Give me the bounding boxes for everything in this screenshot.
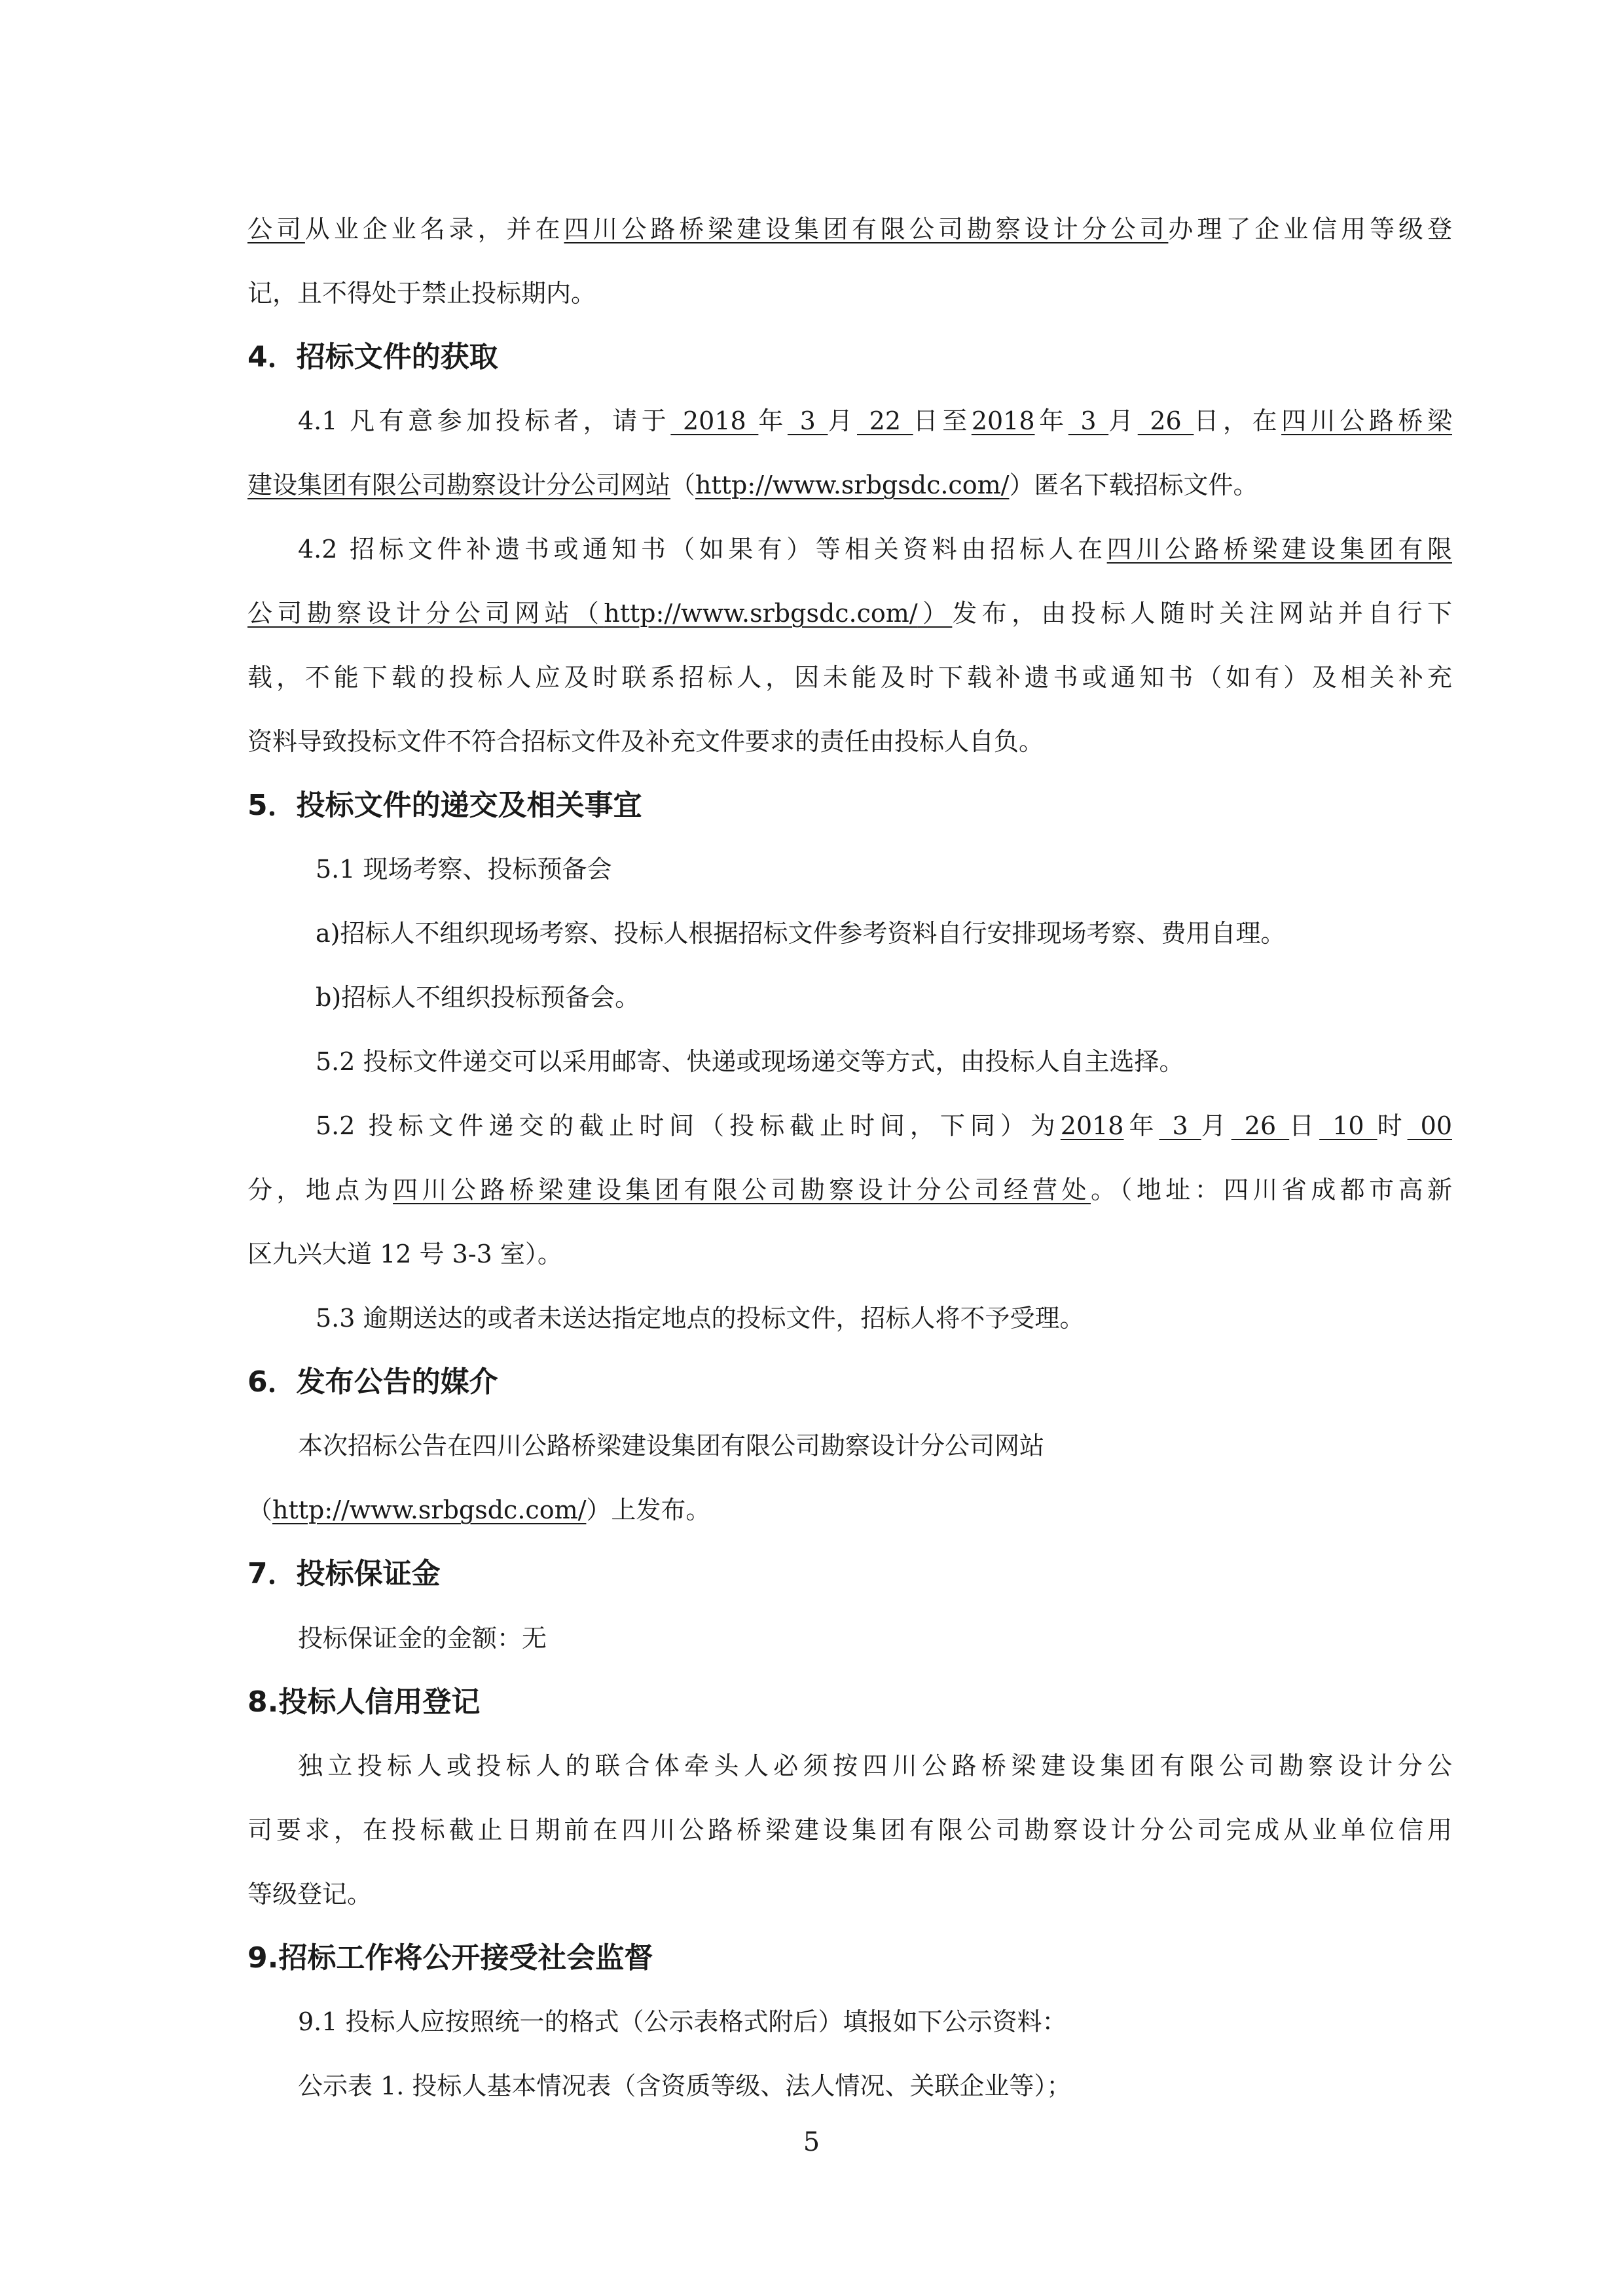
date-month: 3 bbox=[787, 406, 828, 435]
text: 月 bbox=[1108, 406, 1138, 435]
paragraph-line: 公示表 1. 投标人基本情况表（含资质等级、法人情况、关联企业等）； bbox=[298, 2072, 1072, 2100]
organization-name: 四川公路桥梁 bbox=[1281, 406, 1452, 435]
date-day: 22 bbox=[857, 406, 913, 435]
organization-name: 四川公路桥梁建设集团有限公司勘察设计分公司 bbox=[564, 215, 1169, 243]
text-underlined: 公司 bbox=[247, 215, 305, 243]
paragraph-line: 5.2 投标文件递交可以采用邮寄、快递或现场递交等方式，由投标人自主选择。 bbox=[316, 1047, 1184, 1076]
text: （ bbox=[247, 1496, 273, 1524]
organization-name: 四川公路桥梁建设集团有限 bbox=[1106, 535, 1452, 564]
text: 从业企业名录，并在 bbox=[304, 215, 564, 243]
section-heading: 7．投标保证金 bbox=[247, 1557, 441, 1590]
text: 时 bbox=[1377, 1111, 1408, 1140]
paragraph-line: 本次招标公告在四川公路桥梁建设集团有限公司勘察设计分公司网站 bbox=[298, 1431, 1045, 1460]
paragraph-line: a)招标人不组织现场考察、投标人根据招标文件参考资料自行安排现场考察、费用自理。 bbox=[316, 919, 1286, 948]
website-link[interactable]: http://www.srbgsdc.com/ bbox=[604, 599, 918, 628]
text: （ bbox=[670, 471, 696, 499]
organization-name: 建设集团有限公司勘察设计分公司网站 bbox=[247, 471, 671, 499]
paragraph-line: 记，且不得处于禁止投标期内。 bbox=[247, 279, 596, 308]
website-link[interactable]: http://www.srbgsdc.com/ bbox=[272, 1496, 587, 1524]
deadline-hour: 10 bbox=[1319, 1111, 1377, 1140]
text: 日至 bbox=[913, 406, 972, 435]
paragraph-line bbox=[298, 533, 1452, 565]
section-heading: 8.投标人信用登记 bbox=[247, 1685, 481, 1719]
paragraph-line: 投标保证金的金额：无 bbox=[298, 1624, 547, 1653]
text: 月 bbox=[828, 406, 858, 435]
paragraph-line: 司要求，在投标截止日期前在四川公路桥梁建设集团有限公司勘察设计分公司完成从业单位信用 bbox=[247, 1816, 1452, 1844]
text: ）上发布。 bbox=[586, 1496, 711, 1524]
paragraph-line bbox=[247, 597, 1452, 630]
paragraph-line: 资料导致投标文件不符合招标文件及补充文件要求的责任由投标人自负。 bbox=[247, 727, 1044, 756]
text: 日，在 bbox=[1194, 406, 1282, 435]
text: 分，地点为 bbox=[247, 1175, 393, 1204]
text: 4.1 凡有意参加投标者，请于 bbox=[298, 406, 671, 435]
paragraph-line bbox=[247, 469, 1258, 501]
paragraph-line: 独立投标人或投标人的联合体牵头人必须按四川公路桥梁建设集团有限公司勘察设计分公 bbox=[298, 1751, 1452, 1780]
text: 年 bbox=[1034, 406, 1068, 435]
text: ）匿名下载招标文件。 bbox=[1009, 471, 1258, 499]
paragraph-line: 5.3 逾期送达的或者未送达指定地点的投标文件，招标人将不予受理。 bbox=[316, 1304, 1085, 1333]
deadline-minute: 00 bbox=[1407, 1111, 1452, 1140]
paragraph-line bbox=[247, 1174, 1452, 1206]
date-day: 26 bbox=[1137, 406, 1194, 435]
text: 年 bbox=[758, 406, 788, 435]
paragraph-line bbox=[247, 1494, 710, 1526]
text: 年 bbox=[1123, 1111, 1159, 1140]
date-month: 3 bbox=[1068, 406, 1109, 435]
text: 月 bbox=[1201, 1111, 1231, 1140]
paragraph-line bbox=[316, 1109, 1452, 1142]
organization-name: 四川公路桥梁建设集团有限公司勘察设计分公司经营处 bbox=[393, 1175, 1091, 1204]
organization-name: 公司勘察设计分公司网站（ bbox=[247, 599, 604, 628]
text: 5.2 投标文件递交的截止时间（投标截止时间，下同）为 bbox=[316, 1111, 1061, 1140]
paragraph-line bbox=[247, 213, 1452, 245]
date-year: 2018 bbox=[971, 406, 1035, 435]
page-number: 5 bbox=[803, 2127, 820, 2157]
text: 4.2 招标文件补遗书或通知书（如果有）等相关资料由招标人在 bbox=[298, 535, 1107, 564]
section-heading: 9.招标工作将公开接受社会监督 bbox=[247, 1941, 653, 1975]
deadline-year: 2018 bbox=[1060, 1111, 1124, 1140]
section-heading: 4．招标文件的获取 bbox=[247, 340, 498, 374]
section-heading: 6．发布公告的媒介 bbox=[247, 1365, 498, 1399]
text: 发布，由投标人随时关注网站并自行下 bbox=[952, 599, 1452, 628]
paragraph-line bbox=[298, 404, 1452, 437]
deadline-month: 3 bbox=[1159, 1111, 1201, 1140]
paragraph-line: 等级登记。 bbox=[247, 1880, 373, 1909]
text: 。（地址：四川省成都市高新 bbox=[1091, 1175, 1452, 1204]
website-link[interactable]: http://www.srbgsdc.com/ bbox=[695, 471, 1010, 499]
deadline-day: 26 bbox=[1231, 1111, 1290, 1140]
text-underlined: ） bbox=[917, 599, 953, 628]
paragraph-line: 区九兴大道 12 号 3-3 室）。 bbox=[247, 1240, 562, 1268]
paragraph-line: b)招标人不组织投标预备会。 bbox=[316, 983, 640, 1012]
paragraph-line: 载，不能下载的投标人应及时联系招标人，因未能及时下载补遗书或通知书（如有）及相关补充 bbox=[247, 663, 1452, 692]
paragraph-line: 9.1 投标人应按照统一的格式（公示表格式附后）填报如下公示资料： bbox=[298, 2007, 1067, 2036]
date-year: 2018 bbox=[670, 406, 759, 435]
paragraph-line: 5.1 现场考察、投标预备会 bbox=[316, 855, 612, 884]
text: 办理了企业信用等级登 bbox=[1168, 215, 1452, 243]
text: 日 bbox=[1289, 1111, 1320, 1140]
section-heading: 5．投标文件的递交及相关事宜 bbox=[247, 789, 642, 822]
